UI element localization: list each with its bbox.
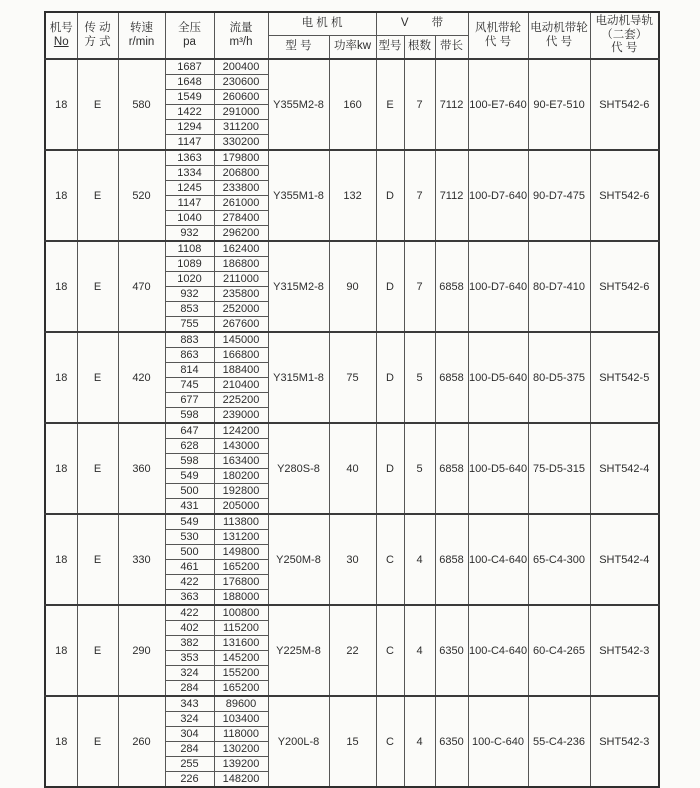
cell-pressure: 1108 [165, 241, 214, 257]
table-row [45, 241, 659, 257]
cell-pressure: 1549 [165, 90, 214, 105]
cell-belt-count: 7 [404, 150, 435, 241]
cell-belt-count: 7 [404, 59, 435, 150]
cell-flow: 155200 [214, 666, 268, 681]
cell-flow: 162400 [214, 241, 268, 257]
cell-drive-mode: E [77, 696, 118, 787]
cell-pressure: 863 [165, 348, 214, 363]
cell-pressure: 226 [165, 772, 214, 788]
cell-belt-count: 4 [404, 514, 435, 605]
cell-flow: 115200 [214, 621, 268, 636]
cell-belt-count: 7 [404, 241, 435, 332]
cell-power: 160 [329, 59, 376, 150]
cell-speed: 330 [118, 514, 165, 605]
cell-drive-mode: E [77, 423, 118, 514]
cell-flow: 296200 [214, 226, 268, 242]
cell-drive-mode: E [77, 241, 118, 332]
cell-flow: 176800 [214, 575, 268, 590]
header-fan-pulley: 风机带轮 代 号 [468, 12, 528, 59]
cell-pressure: 647 [165, 423, 214, 439]
table-row [45, 605, 659, 621]
cell-pressure: 677 [165, 393, 214, 408]
cell-belt-model: D [376, 332, 404, 423]
header-motor-pulley: 电动机带轮 代 号 [528, 12, 590, 59]
cell-pressure: 628 [165, 439, 214, 454]
cell-power: 132 [329, 150, 376, 241]
table-body [45, 59, 659, 787]
cell-pressure: 461 [165, 560, 214, 575]
cell-pressure: 284 [165, 681, 214, 697]
cell-pressure: 1089 [165, 257, 214, 272]
cell-drive-mode: E [77, 150, 118, 241]
cell-motor-pulley-code: 55-C4-236 [528, 696, 590, 787]
table-row [45, 423, 659, 439]
cell-flow: 188000 [214, 590, 268, 606]
cell-rail-code: SHT542-5 [590, 332, 659, 423]
cell-belt-length: 6350 [435, 605, 468, 696]
header-machine-no [45, 12, 77, 59]
cell-pressure: 549 [165, 469, 214, 484]
cell-pressure: 1245 [165, 181, 214, 196]
cell-pressure: 255 [165, 757, 214, 772]
cell-belt-count: 4 [404, 605, 435, 696]
cell-belt-length: 6858 [435, 514, 468, 605]
cell-pressure: 1422 [165, 105, 214, 120]
cell-pressure: 883 [165, 332, 214, 348]
cell-motor-model: Y355M1-8 [268, 150, 329, 241]
cell-fan-pulley-code: 100-C4-640 [468, 514, 528, 605]
cell-flow: 239000 [214, 408, 268, 424]
cell-motor-model: Y225M-8 [268, 605, 329, 696]
cell-motor-pulley-code: 65-C4-300 [528, 514, 590, 605]
cell-flow: 206800 [214, 166, 268, 181]
cell-flow: 124200 [214, 423, 268, 439]
table-row [45, 332, 659, 348]
table-row [45, 514, 659, 530]
cell-power: 15 [329, 696, 376, 787]
cell-belt-count: 4 [404, 696, 435, 787]
header-machine-no-line1: 机号 [49, 21, 73, 34]
cell-rail-code: SHT542-4 [590, 514, 659, 605]
cell-belt-length: 6350 [435, 696, 468, 787]
cell-flow: 261000 [214, 196, 268, 211]
cell-belt-length: 7112 [435, 59, 468, 150]
cell-flow: 180200 [214, 469, 268, 484]
cell-pressure: 1294 [165, 120, 214, 135]
cell-pressure: 814 [165, 363, 214, 378]
cell-motor-model: Y200L-8 [268, 696, 329, 787]
cell-flow: 89600 [214, 696, 268, 712]
cell-motor-pulley-code: 60-C4-265 [528, 605, 590, 696]
cell-flow: 291000 [214, 105, 268, 120]
cell-flow: 186800 [214, 257, 268, 272]
cell-machine-no: 18 [45, 59, 77, 150]
cell-pressure: 1147 [165, 196, 214, 211]
header-flow: 流量 m³/h [214, 12, 268, 59]
cell-speed: 470 [118, 241, 165, 332]
cell-motor-pulley-code: 80-D7-410 [528, 241, 590, 332]
cell-belt-length: 6858 [435, 423, 468, 514]
cell-drive-mode: E [77, 514, 118, 605]
cell-flow: 130200 [214, 742, 268, 757]
cell-pressure: 382 [165, 636, 214, 651]
cell-belt-model: E [376, 59, 404, 150]
cell-flow: 149800 [214, 545, 268, 560]
cell-flow: 166800 [214, 348, 268, 363]
cell-pressure: 1334 [165, 166, 214, 181]
cell-belt-model: D [376, 423, 404, 514]
cell-flow: 260600 [214, 90, 268, 105]
cell-belt-length: 6858 [435, 332, 468, 423]
cell-pressure: 500 [165, 484, 214, 499]
cell-fan-pulley-code: 100-D5-640 [468, 423, 528, 514]
cell-pressure: 1363 [165, 150, 214, 166]
cell-pressure: 598 [165, 408, 214, 424]
cell-flow: 163400 [214, 454, 268, 469]
cell-drive-mode: E [77, 332, 118, 423]
cell-pressure: 363 [165, 590, 214, 606]
cell-power: 30 [329, 514, 376, 605]
cell-speed: 260 [118, 696, 165, 787]
cell-flow: 143000 [214, 439, 268, 454]
table-row [45, 150, 659, 166]
header-machine-no-line2: No [53, 35, 69, 48]
cell-belt-model: C [376, 605, 404, 696]
cell-motor-model: Y315M1-8 [268, 332, 329, 423]
cell-flow: 145200 [214, 651, 268, 666]
cell-motor-model: Y315M2-8 [268, 241, 329, 332]
cell-flow: 139200 [214, 757, 268, 772]
cell-flow: 278400 [214, 211, 268, 226]
table-row [45, 59, 659, 75]
cell-flow: 235800 [214, 287, 268, 302]
cell-drive-mode: E [77, 59, 118, 150]
cell-flow: 267600 [214, 317, 268, 333]
cell-flow: 225200 [214, 393, 268, 408]
cell-machine-no: 18 [45, 150, 77, 241]
cell-flow: 210400 [214, 378, 268, 393]
cell-pressure: 530 [165, 530, 214, 545]
cell-belt-length: 7112 [435, 150, 468, 241]
cell-flow: 131200 [214, 530, 268, 545]
cell-power: 75 [329, 332, 376, 423]
cell-rail-code: SHT542-4 [590, 423, 659, 514]
spec-table [44, 11, 660, 788]
cell-fan-pulley-code: 100-D7-640 [468, 150, 528, 241]
cell-flow: 148200 [214, 772, 268, 788]
cell-pressure: 755 [165, 317, 214, 333]
cell-belt-count: 5 [404, 423, 435, 514]
cell-rail-code: SHT542-6 [590, 150, 659, 241]
cell-rail-code: SHT542-3 [590, 696, 659, 787]
cell-flow: 131600 [214, 636, 268, 651]
cell-pressure: 500 [165, 545, 214, 560]
cell-pressure: 1040 [165, 211, 214, 226]
cell-flow: 252000 [214, 302, 268, 317]
header-motor-power: 功率kw [329, 36, 376, 60]
cell-belt-length: 6858 [435, 241, 468, 332]
header-motor-rail: 电动机导轨 （二套） 代 号 [590, 12, 659, 59]
header-speed: 转速 r/min [118, 12, 165, 59]
cell-pressure: 284 [165, 742, 214, 757]
cell-belt-model: D [376, 150, 404, 241]
cell-flow: 200400 [214, 59, 268, 75]
header-pressure: 全压 pa [165, 12, 214, 59]
cell-motor-pulley-code: 90-D7-475 [528, 150, 590, 241]
cell-pressure: 1147 [165, 135, 214, 151]
header-vbelt-group: V 带 [376, 12, 468, 36]
cell-flow: 165200 [214, 681, 268, 697]
header-motor-group: 电 机 机 [268, 12, 376, 36]
cell-rail-code: SHT542-6 [590, 59, 659, 150]
cell-flow: 230600 [214, 75, 268, 90]
cell-speed: 520 [118, 150, 165, 241]
cell-pressure: 422 [165, 605, 214, 621]
cell-flow: 233800 [214, 181, 268, 196]
cell-rail-code: SHT542-3 [590, 605, 659, 696]
cell-machine-no: 18 [45, 605, 77, 696]
cell-pressure: 422 [165, 575, 214, 590]
cell-speed: 420 [118, 332, 165, 423]
table-row [45, 696, 659, 712]
header-belt-model: 型号 [376, 36, 404, 60]
cell-power: 40 [329, 423, 376, 514]
cell-flow: 103400 [214, 712, 268, 727]
cell-fan-pulley-code: 100-D5-640 [468, 332, 528, 423]
cell-pressure: 304 [165, 727, 214, 742]
cell-pressure: 343 [165, 696, 214, 712]
cell-rail-code: SHT542-6 [590, 241, 659, 332]
cell-flow: 165200 [214, 560, 268, 575]
cell-fan-pulley-code: 100-D7-640 [468, 241, 528, 332]
cell-speed: 290 [118, 605, 165, 696]
cell-machine-no: 18 [45, 696, 77, 787]
cell-speed: 360 [118, 423, 165, 514]
cell-belt-model: D [376, 241, 404, 332]
cell-machine-no: 18 [45, 423, 77, 514]
cell-pressure: 932 [165, 287, 214, 302]
cell-pressure: 431 [165, 499, 214, 515]
cell-motor-model: Y250M-8 [268, 514, 329, 605]
cell-fan-pulley-code: 100-E7-640 [468, 59, 528, 150]
cell-pressure: 1020 [165, 272, 214, 287]
cell-motor-pulley-code: 75-D5-315 [528, 423, 590, 514]
cell-belt-model: C [376, 696, 404, 787]
cell-pressure: 745 [165, 378, 214, 393]
cell-flow: 205000 [214, 499, 268, 515]
cell-flow: 192800 [214, 484, 268, 499]
cell-motor-pulley-code: 80-D5-375 [528, 332, 590, 423]
cell-flow: 311200 [214, 120, 268, 135]
cell-pressure: 324 [165, 666, 214, 681]
cell-flow: 118000 [214, 727, 268, 742]
table-header [45, 12, 659, 59]
cell-pressure: 324 [165, 712, 214, 727]
cell-power: 90 [329, 241, 376, 332]
cell-pressure: 549 [165, 514, 214, 530]
header-drive-mode: 传 动 方 式 [77, 12, 118, 59]
header-belt-count: 根数 [404, 36, 435, 60]
cell-flow: 330200 [214, 135, 268, 151]
cell-flow: 188400 [214, 363, 268, 378]
cell-pressure: 402 [165, 621, 214, 636]
cell-drive-mode: E [77, 605, 118, 696]
cell-machine-no: 18 [45, 332, 77, 423]
cell-motor-model: Y355M2-8 [268, 59, 329, 150]
cell-pressure: 1648 [165, 75, 214, 90]
cell-machine-no: 18 [45, 514, 77, 605]
cell-flow: 179800 [214, 150, 268, 166]
header-belt-length: 带长 [435, 36, 468, 60]
cell-power: 22 [329, 605, 376, 696]
cell-flow: 145000 [214, 332, 268, 348]
cell-flow: 211000 [214, 272, 268, 287]
cell-flow: 100800 [214, 605, 268, 621]
cell-pressure: 598 [165, 454, 214, 469]
cell-motor-pulley-code: 90-E7-510 [528, 59, 590, 150]
cell-pressure: 853 [165, 302, 214, 317]
cell-pressure: 353 [165, 651, 214, 666]
cell-fan-pulley-code: 100-C4-640 [468, 605, 528, 696]
cell-belt-model: C [376, 514, 404, 605]
cell-pressure: 932 [165, 226, 214, 242]
cell-motor-model: Y280S-8 [268, 423, 329, 514]
cell-flow: 113800 [214, 514, 268, 530]
cell-machine-no: 18 [45, 241, 77, 332]
cell-pressure: 1687 [165, 59, 214, 75]
cell-speed: 580 [118, 59, 165, 150]
header-motor-model: 型 号 [268, 36, 329, 60]
cell-belt-count: 5 [404, 332, 435, 423]
cell-fan-pulley-code: 100-C-640 [468, 696, 528, 787]
